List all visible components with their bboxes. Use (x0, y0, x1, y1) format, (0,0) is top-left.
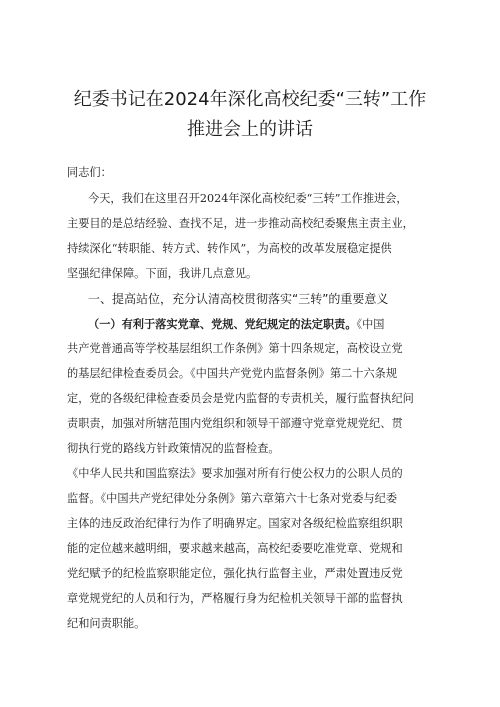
body-2-line-5: 党纪赋予的纪检监察职能定位，强化执行监督主业，严肃处置违反党 (67, 567, 403, 580)
section-1-heading: 一、提高站位，充分认清高校贯彻落实“三转”的重要意义 (88, 292, 389, 306)
subsection-1-first-line (88, 316, 439, 333)
document-title-line-2: 推进会上的讲话 (187, 119, 313, 140)
body-1-line-1: 共产党普通高等学校基层组织工作条例》第十四条规定，高校设立党 (67, 342, 403, 355)
body-2-line-6: 章党规党纪的人员和行为，严格履行身为纪检机关领导干部的监督执 (67, 592, 403, 605)
salutation: 同志们： (67, 166, 112, 179)
body-2-line-1: 《中华人民共和国监察法》要求加强对所有行使公权力的公职人员的 (67, 467, 403, 480)
body-2-line-7: 纪和问责职能。 (67, 617, 146, 630)
intro-line-1: 今天，我们在这里召开2024年深化高校纪委“三转”工作推进会， (88, 192, 408, 205)
body-1-line-3: 定，党的各级纪律检查委员会是党内监督的专责机关，履行监督执纪问 (67, 392, 414, 405)
body-1-line-2: 的基层纪律检查委员会。《中国共产党党内监督条例》第二十六条规 (67, 367, 398, 380)
intro-line-2: 主要目的是总结经验、查找不足，进一步推动高校纪委聚焦主责主业， (67, 217, 414, 230)
body-2-line-4: 能的定位越来越明细，要求越来越高，高校纪委要吃准党章、党规和 (67, 542, 403, 555)
body-2-line-2: 监督。《中国共产党纪律处分条例》第六章第六十七条对党委与纪委 (67, 492, 398, 505)
body-1-line-4: 责职责，加强对所辖范围内党组织和领导干部遵守党章党规党纪、贯 (67, 417, 403, 430)
subsection-1-lead: 《中国 (356, 318, 385, 331)
subsection-1-heading: （一）有利于落实党章、党规、党纪规定的法定职责。 (88, 317, 357, 331)
intro-line-3: 持续深化“转职能、转方式、转作风”，为高校的改革发展稳定提供 (67, 242, 392, 255)
body-2-line-3: 主体的违反政治纪律行为作了明确界定。国家对各级纪检监察组织职 (67, 517, 403, 530)
document-title-line-1: 纪委书记在2024年深化高校纪委“三转”工作 (73, 89, 427, 110)
intro-line-4: 坚强纪律保障。下面，我讲几点意见。 (67, 267, 258, 280)
body-1-line-5: 彻执行党的路线方针政策情况的监督检查。 (67, 442, 280, 455)
